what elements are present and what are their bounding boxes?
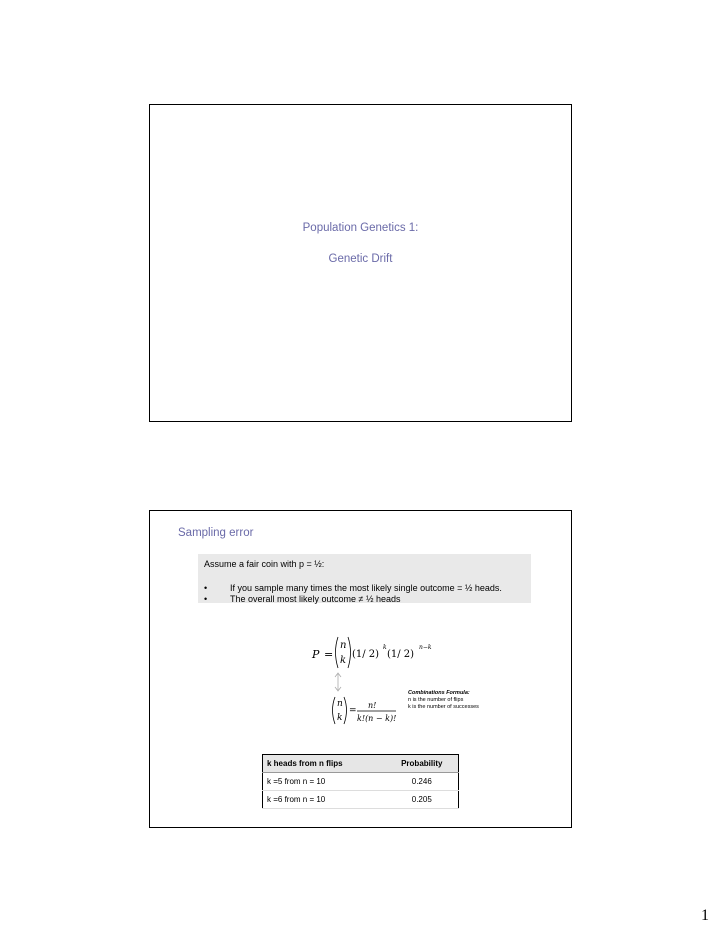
combo-eq: =	[349, 706, 357, 716]
assumption-box	[198, 554, 531, 603]
formula-half-2: (1/ 2)	[387, 649, 415, 660]
table-header-row	[263, 755, 459, 773]
bullet-marker: •	[204, 594, 208, 604]
formula-n: n	[340, 640, 347, 651]
slide-1-title: Population Genetics 1:	[302, 222, 419, 234]
combo-numerator: n!	[368, 701, 377, 710]
formula-k: k	[340, 655, 347, 666]
table-header-outcome: k heads from n flips	[263, 755, 386, 773]
combo-note-line-1: n is the number of flips	[408, 697, 464, 703]
table-row	[263, 791, 459, 809]
table-cell-probability: 0.246	[386, 773, 459, 791]
bullet-text: If you sample many times the most likely single outcome = ½ heads.	[230, 583, 502, 593]
bullet-text: The overall most likely outcome ≠ ½ heads	[230, 594, 401, 604]
table-row	[263, 773, 459, 791]
combo-k: k	[337, 713, 343, 723]
combinations-note	[408, 690, 479, 711]
assumption-intro: Assume a fair coin with p = ½:	[204, 559, 325, 569]
bullet-marker: •	[204, 583, 208, 593]
formula-exp-nk: n−k	[419, 644, 432, 651]
table-header-probability: Probability	[386, 755, 459, 773]
binomial-probability-formula	[286, 627, 436, 677]
slide-1	[149, 104, 572, 422]
page-number: 1	[701, 907, 709, 924]
formula-eq: =	[324, 648, 334, 661]
table-cell-probability: 0.205	[386, 791, 459, 809]
formula-p: P	[312, 648, 320, 661]
double-arrow-icon	[333, 671, 343, 693]
combo-denominator: k!(n − k)!	[357, 714, 397, 723]
formula-half-1: (1/ 2)	[352, 649, 380, 660]
slide-2	[149, 510, 572, 828]
combo-note-line-2: k is the number of successes	[408, 704, 479, 710]
combinations-formula	[330, 691, 410, 733]
table-cell-outcome: k =5 from n = 10	[263, 773, 386, 791]
combo-n: n	[337, 699, 343, 709]
formula-exp-k: k	[383, 644, 387, 651]
probability-table	[262, 754, 459, 809]
combo-note-heading: Combinations Formula:	[408, 690, 470, 696]
slide-1-subtitle: Genetic Drift	[328, 253, 393, 265]
table-cell-outcome: k =6 from n = 10	[263, 791, 386, 809]
slide-2-title: Sampling error	[178, 527, 254, 539]
bullet-item	[204, 583, 502, 593]
bullet-item	[204, 594, 401, 604]
